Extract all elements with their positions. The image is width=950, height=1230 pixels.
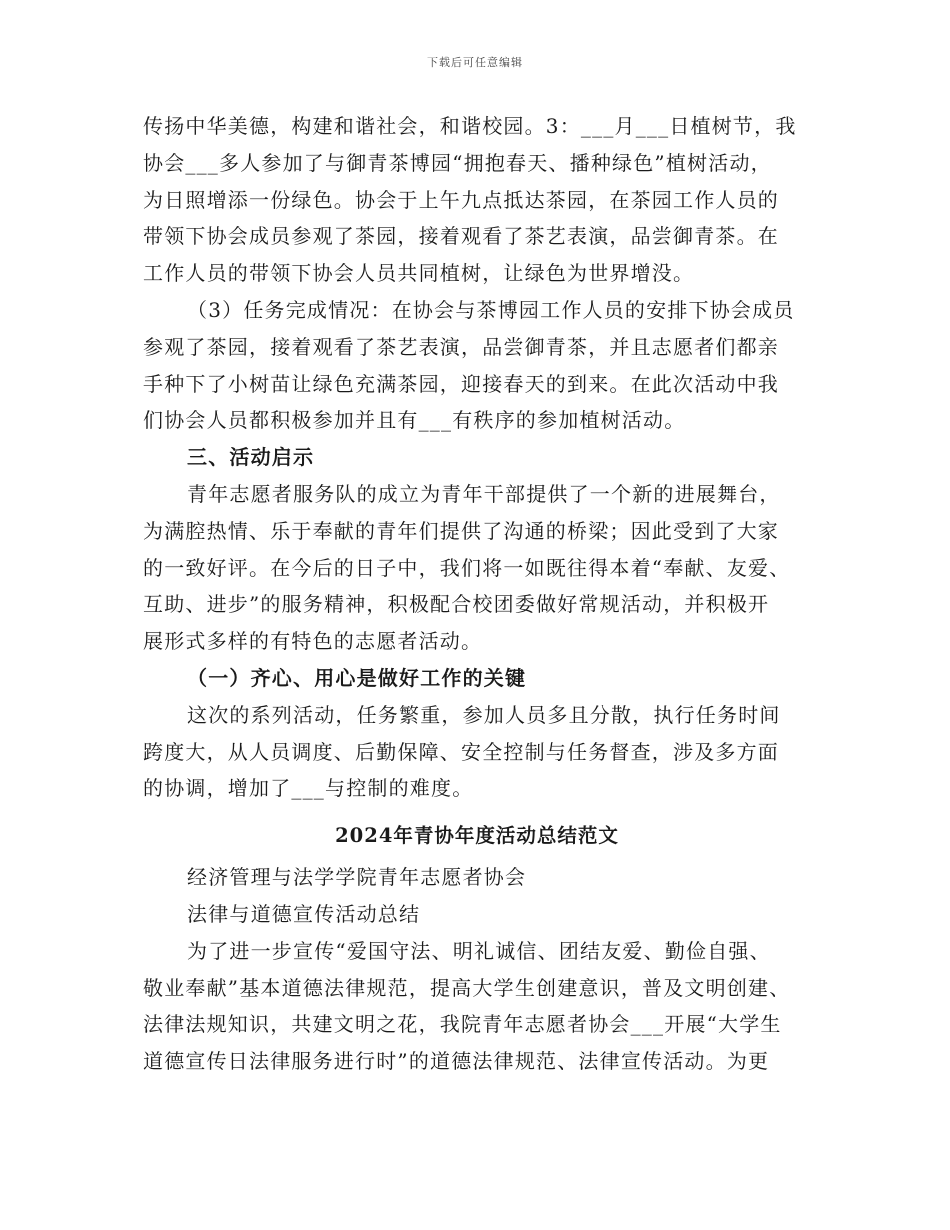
text-line: 互助、进步”的服务精神，积极配合校团委做好常规活动，并积极开: [143, 592, 770, 617]
text-line: 这次的系列活动，任务繁重，参加人员多且分散，执行任务时间: [187, 702, 781, 727]
text-line: 为了进一步宣传“爱国守法、明礼诚信、团结友爱、勤俭自强、: [187, 938, 771, 963]
text-line: 传扬中华美德，构建和谐社会，和谐校园。3：___月___日植树节，我: [143, 114, 797, 138]
text-line: 带领下协会成员参观了茶园，接着观看了茶艺表演，品尝御青茶。在: [143, 224, 779, 249]
text-line: 青年志愿者服务队的成立为青年干部提供了一个新的进展舞台，: [187, 481, 781, 506]
text-line: 手种下了小树苗让绿色充满茶园，迎接春天的到来。在此次活动中我: [143, 371, 779, 396]
text-line: 参观了茶园，接着观看了茶艺表演，品尝御青茶，并且志愿者们都亲: [143, 334, 779, 359]
text-line: 的一致好评。在今后的日子中，我们将一如既往得本着“奉献、友爱、: [143, 555, 791, 580]
text-line: 们协会人员都积极参加并且有___有秩序的参加植树活动。: [143, 408, 686, 433]
text-line: 协会___多人参加了与御青茶博园“拥抱春天、播种绿色”植树活动，: [143, 150, 772, 175]
text-line: 法律法规知识，共建文明之花，我院青年志愿者协会___开展“大学生: [143, 1012, 782, 1037]
section-2: [143, 859, 811, 1080]
section-heading: 三、活动启示: [187, 445, 315, 470]
text-line: 的协调，增加了___与控制的难度。: [143, 776, 474, 801]
text-line: 敬业奉献”基本道德法律规范，提高大学生创建意识，普及文明创建、: [143, 975, 791, 1000]
text-line: 为日照增添一份绿色。协会于上午九点抵达茶园，在茶园工作人员的: [143, 187, 779, 212]
text-line: 跨度大，从人员调度、后勤保障、安全控制与任务督查，涉及多方面: [143, 739, 779, 764]
document-title: 2024年青协年度活动总结范文: [335, 824, 619, 848]
text-line: 法律与道德宣传活动总结: [187, 901, 421, 926]
page-header: 下载后可任意编辑: [427, 56, 523, 69]
text-line: 工作人员的带领下协会人员共同植树，让绿色为世界增没。: [143, 261, 695, 286]
subsection-heading: （一）齐心、用心是做好工作的关键: [187, 665, 527, 690]
document-body: [143, 108, 811, 1080]
section-1: [143, 108, 811, 807]
text-line: （3）任务完成情况：在协会与茶博园工作人员的安排下协会成员: [187, 297, 795, 322]
text-line: 道德宣传日法律服务进行时”的道德法律规范、法律宣传活动。为更: [143, 1049, 770, 1074]
text-line: 经济管理与法学学院青年志愿者协会: [187, 865, 527, 890]
text-line: 为满腔热情、乐于奉献的青年们提供了沟通的桥梁；因此受到了大家: [143, 518, 779, 543]
text-line: 展形式多样的有特色的志愿者活动。: [143, 629, 483, 654]
